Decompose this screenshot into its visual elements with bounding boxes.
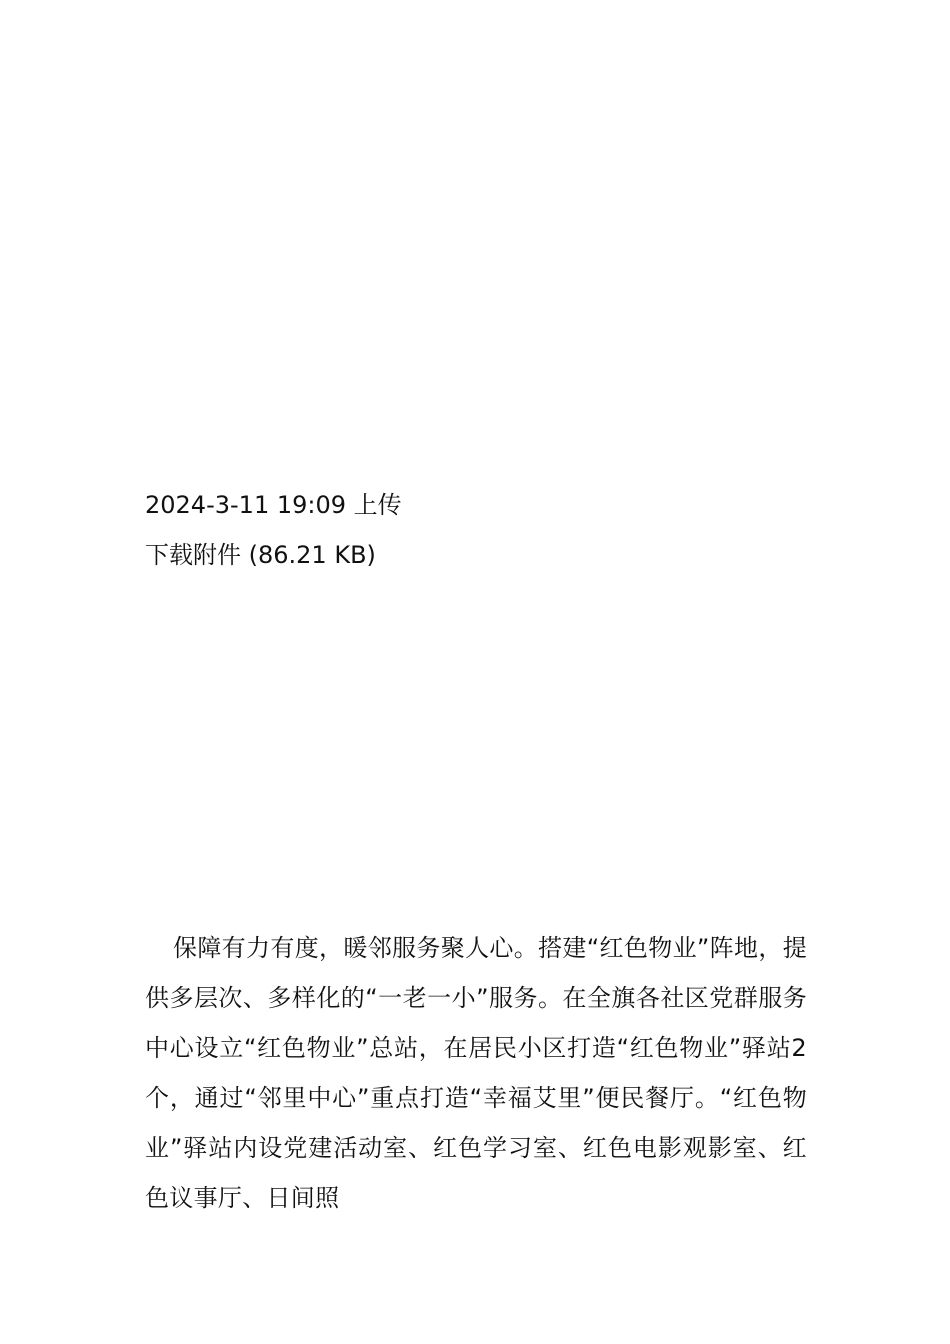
download-row [145, 530, 805, 580]
upload-timestamp: 2024-3-11 19:09 上传 [145, 491, 402, 519]
download-attachment-link[interactable]: 下载附件 (86.21 KB) [145, 541, 376, 569]
body-paragraph: 保障有力有度，暖邻服务聚人心。搭建“红色物业”阵地，提供多层次、多样化的“一老一小”服务。在全旗各社区党群服务中心设立“红色物业”总站，在居民小区打造“红色物业”驿站2个，通过“邻里中心”重点打造“幸福艾里”便民餐厅。“红色物业”驿站内设党建活动室、红色学习室、红色电影观影室、红色议事厅、日间照 [145, 934, 807, 1212]
attachment-info [145, 480, 805, 580]
